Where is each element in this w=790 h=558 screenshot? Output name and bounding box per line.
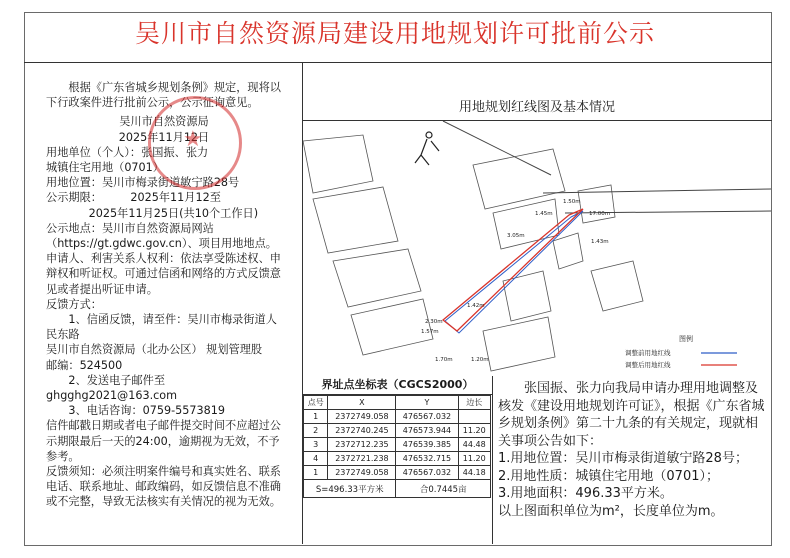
header-cell: Y	[396, 396, 458, 410]
feedback-heading: 反馈方式：	[46, 297, 102, 311]
point-number: 3	[304, 438, 328, 452]
period-start-line: 公示期限： 2025年11月12至	[46, 191, 221, 205]
issuer-org: 吴川市自然资源局	[119, 115, 209, 129]
header-cell: X	[328, 396, 396, 410]
dimension-label: 3.05m	[507, 233, 525, 239]
land-use-line: 城镇住宅用地（0701）	[46, 161, 164, 175]
coordinate-grid	[303, 395, 491, 498]
area-row	[304, 480, 491, 498]
dimension-label: 1.70m	[435, 357, 453, 363]
notice-item: 3.用地面积：496.33平方米。	[498, 486, 673, 501]
x-coordinate: 2372749.058	[328, 466, 396, 480]
dimension-label: 2.30m	[425, 319, 443, 325]
area-mu-value: 合0.7445亩	[396, 480, 491, 498]
location-line: 用地位置：吴川市梅录街道敏宁路28号	[46, 176, 240, 190]
map-figure-icon	[415, 132, 439, 165]
notice-block	[498, 380, 766, 520]
notice-line: 反馈须知：必须注明案件编号和真实姓名、联系电话、联系地址、邮政编码，如反馈信息不准确或不完整，导致无法核实有关情况的视为无效。	[46, 465, 281, 509]
phone-line: 3、电话咨询：0759-5573819	[68, 404, 225, 418]
point-number: 1	[304, 410, 328, 424]
y-coordinate: 476573.944	[396, 424, 458, 438]
dimension-label: 1.42m	[467, 303, 485, 309]
point-number: 2	[304, 424, 328, 438]
area-value: S=496.33平方米	[304, 480, 396, 498]
table-row	[304, 424, 491, 438]
dimension-label: 1.57m	[421, 329, 439, 335]
map-buildings	[303, 135, 643, 371]
feedback-mail-line: 1、信函反馈，请至件：吴川市梅录街道人民东路	[46, 313, 277, 342]
site-plan-map	[303, 121, 771, 375]
point-number: 4	[304, 452, 328, 466]
dimension-label: 1.43m	[591, 239, 609, 245]
edge-length: 11.20	[458, 452, 491, 466]
left-column	[46, 80, 282, 510]
notice-body: 张国振、张力向我局申请办理用地调整及核发《建设用地规划许可证》，根据《广东省城乡规划条例》第二十九条的有关规定，现就相关事项公告如下：	[498, 381, 765, 449]
map-title: 用地规划红线图及基本情况	[458, 100, 615, 115]
table-row	[304, 438, 491, 452]
rights-line: 申请人、利害关系人权利：依法享受陈述权、申辩权和听证权。可通过信函和网络的方式反馈意见或者提出听证申请。	[46, 252, 281, 296]
header-cell: 点号	[304, 396, 328, 410]
edge-length: 11.20	[458, 424, 491, 438]
coordinate-table-title: 界址点坐标表（CGCS2000）	[303, 376, 492, 395]
edge-length: 44.48	[458, 438, 491, 452]
header-cell: 边长	[458, 396, 491, 410]
y-coordinate: 476539.385	[396, 438, 458, 452]
dimension-label: 1.20m	[471, 357, 489, 363]
y-coordinate: 476567.032	[396, 466, 458, 480]
table-row	[304, 452, 491, 466]
x-coordinate: 2372740.245	[328, 424, 396, 438]
deadline-line: 信件邮戳日期或者电子邮件提交时间不应超过公示期限最后一天的24:00，逾期视为无效，不予参考。	[46, 419, 281, 463]
place-line: 公示地点：吴川市自然资源局网站（https://gt.gdwc.gov.cn）、项目用地地点。	[46, 221, 277, 251]
table-row	[304, 466, 491, 480]
legend-label: 调整后用地红线	[625, 361, 671, 369]
unit-note: 以上图面积单位为m²，长度单位为m。	[498, 503, 724, 519]
dimension-label: 17.00m	[589, 211, 611, 217]
x-coordinate: 2372721.238	[328, 452, 396, 466]
y-coordinate: 476567.032	[396, 410, 458, 424]
edge-length: 44.18	[458, 466, 491, 480]
edge-length	[458, 410, 491, 424]
table-header-row	[304, 396, 491, 410]
boundary-after-line	[443, 209, 583, 331]
x-coordinate: 2372712.235	[328, 438, 396, 452]
map-roads	[443, 121, 771, 213]
table-row	[304, 410, 491, 424]
x-coordinate: 2372749.058	[328, 410, 396, 424]
y-coordinate: 476532.715	[396, 452, 458, 466]
coordinate-table	[303, 376, 493, 544]
notice-item: 1.用地位置：吴川市梅录街道敏宁路28号；	[498, 451, 748, 466]
issue-date: 2025年11月12日	[118, 130, 210, 144]
postcode-line: 邮编：524500	[46, 358, 123, 372]
intro-text: 根据《广东省城乡规划条例》规定，现将以下行政案件进行批前公示，公示征询意见。	[46, 81, 281, 110]
period-end-line: 2025年11月25日(共10个工作日)	[46, 206, 259, 220]
title-divider	[24, 62, 772, 63]
dimension-label: 1.45m	[535, 211, 553, 217]
dimension-label: 1.50m	[563, 199, 581, 205]
applicant-line: 用地单位（个人）：张国振、张力	[46, 145, 209, 159]
feedback-office-line: 吴川市自然资源局（北办公区） 规划管理股	[46, 343, 263, 357]
legend-title: 图例	[679, 335, 693, 343]
page-title: 吴川市自然资源局建设用地规划许可批前公示	[134, 19, 655, 48]
email-line: 2、发送电子邮件至ghgghg2021@163.com	[46, 373, 178, 403]
legend-label: 调整前用地红线	[625, 349, 671, 357]
point-number: 1	[304, 466, 328, 480]
notice-item: 2.用地性质：城镇住宅用地（0701）；	[498, 468, 719, 484]
